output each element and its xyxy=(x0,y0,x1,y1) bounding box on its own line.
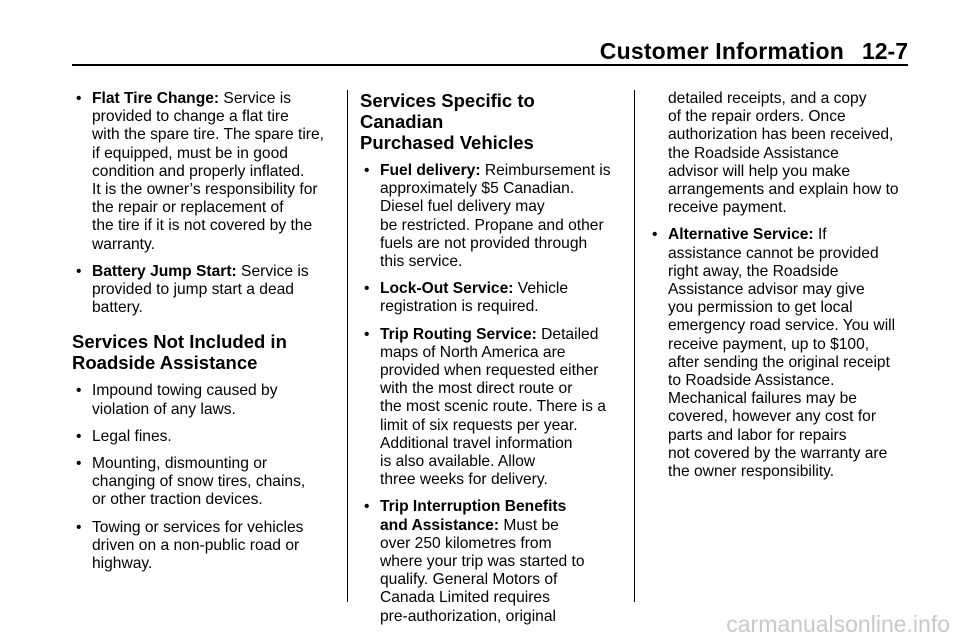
list-item xyxy=(72,263,334,318)
item-label: Trip Interruption Benefits and Assistance: xyxy=(380,498,567,534)
item-label: Fuel delivery: xyxy=(380,162,481,179)
item-text: Service is provided to change a flat tire with the spare tire. The spare tire, if equipped, must be in good condition and properly inflated. It is the owner’s responsibility for the repair or replacement of the tire if it is not covered by the warranty. xyxy=(92,90,324,253)
column-divider-2 xyxy=(634,90,635,602)
list-item: • Legal fines. xyxy=(72,428,334,446)
watermark: carmanualsonline.info xyxy=(726,611,950,637)
page-title: Customer Information xyxy=(599,38,844,64)
item-label: Flat Tire Change: xyxy=(92,90,220,107)
column-divider-1 xyxy=(347,90,348,602)
list-item: • Impound towing caused by violation of any laws. xyxy=(72,382,334,418)
item-text: Service is provided to jump start a dead battery. xyxy=(92,262,309,317)
list-item xyxy=(72,90,334,254)
continued-text: detailed receipts, and a copy of the repair orders. Once authorization has been received, the Roadside Assistance advisor will help you make arrangements and explain how to receive payment. xyxy=(668,90,899,217)
item-text: Must be over 250 kilometres from where your trip was started to qualify. General Motors of Canada Limited requires pre-authorization, original xyxy=(380,516,585,625)
item-text: Vehicle registration is required. xyxy=(380,280,569,316)
list-item xyxy=(648,226,910,481)
item-text: Detailed maps of North America are provided when requested either with the most direct route or the most scenic route. There is a limit of six requests per year. Additional travel information is also available. Allow three weeks for delivery. xyxy=(380,325,606,489)
column-3 xyxy=(648,90,910,490)
list-item: • Mounting, dismounting or changing of snow tires, chains, or other traction devices. xyxy=(72,455,334,510)
item-text: If assistance cannot be provided right away, the Roadside Assistance advisor may give you permission to get local emergency road service. You will receive payment, up to $100, after sending the original receipt to Roadside Assistance. Mechanical failures may be covered, however any cost for parts and labor for repairs not covered by the warranty are the owner responsibility. xyxy=(668,226,896,481)
item-label: Trip Routing Service: xyxy=(380,325,537,343)
header-rule xyxy=(72,64,908,66)
column-2 xyxy=(360,90,622,635)
item-label: Alternative Service: xyxy=(668,226,814,244)
item-label: Battery Jump Start: xyxy=(92,262,237,280)
item-text: Reimbursement is approximately $5 Canadian. Diesel fuel delivery may be restricted. Propane and other fuels are not provided through this service. xyxy=(380,162,611,271)
list-item xyxy=(360,162,622,271)
section-heading: Services Not Included in Roadside Assistance xyxy=(72,331,287,374)
column-1 xyxy=(72,90,334,582)
page-number: 12-7 xyxy=(861,38,908,64)
section-heading: Services Specific to Canadian Purchased Vehicles xyxy=(360,90,535,153)
list-item xyxy=(360,498,622,625)
list-item: • Towing or services for vehicles driven on a non-public road or highway. xyxy=(72,519,334,574)
list-item xyxy=(360,326,622,490)
list-item xyxy=(360,280,622,316)
item-label: Lock-Out Service: xyxy=(380,280,514,298)
